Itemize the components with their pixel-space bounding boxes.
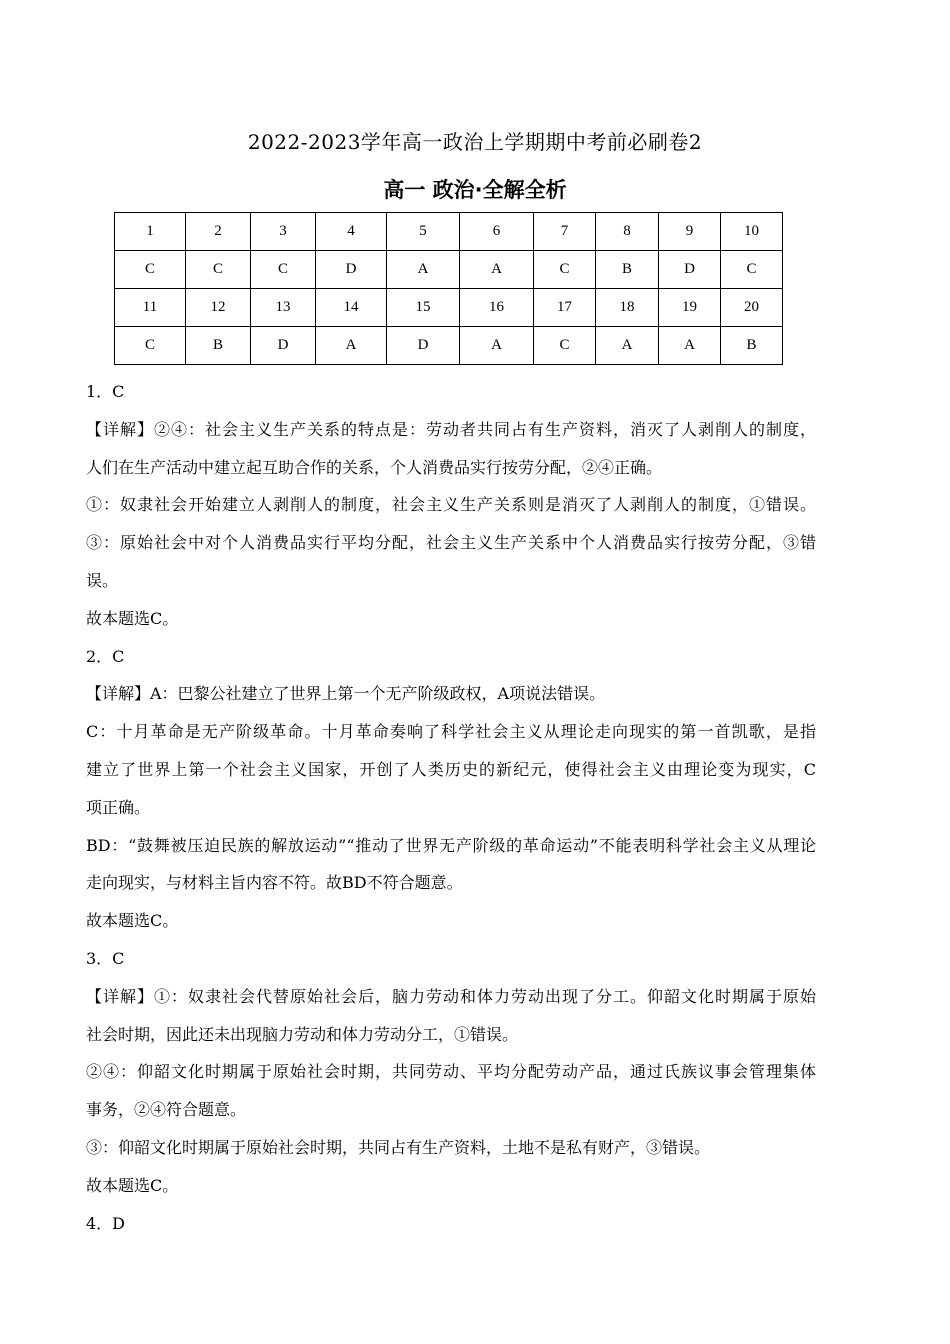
text-line: 建立了世界上第一个社会主义国家，开创了人类历史的新纪元，使得社会主义由理论变为现实，C — [86, 759, 816, 779]
table-cell: 9 — [659, 213, 721, 251]
table-cell: 10 — [721, 213, 783, 251]
answer-table — [114, 212, 783, 365]
answer-heading: 1．C — [86, 382, 125, 401]
table-cell: C — [534, 327, 596, 365]
text-line: ③：仰韶文化时期属于原始社会时期，共同占有生产资料，土地不是私有财产，③错误。 — [86, 1137, 711, 1157]
table-cell: 3 — [251, 213, 316, 251]
table-cell: 18 — [596, 289, 659, 327]
table-cell: 12 — [186, 289, 251, 327]
text-line: 社会时期，因此还未出现脑力劳动和体力劳动分工，①错误。 — [86, 1024, 519, 1044]
table-cell: C — [534, 251, 596, 289]
table-cell: A — [387, 251, 460, 289]
text-line: ②④：仰韶文化时期属于原始社会时期，共同劳动、平均分配劳动产品，通过氏族议事会管理集体 — [86, 1062, 816, 1082]
table-cell: 19 — [659, 289, 721, 327]
table-row — [115, 251, 783, 289]
text-line: 事务，②④符合题意。 — [86, 1100, 247, 1120]
text-line: C：十月革命是无产阶级革命。十月革命奏响了科学社会主义从理论走向现实的第一首凯歌，是指 — [86, 722, 816, 742]
table-cell: 17 — [534, 289, 596, 327]
document-subtitle: 高一 政治·全解全析 — [383, 178, 567, 202]
text-line: 误。 — [86, 570, 119, 590]
table-cell: C — [115, 251, 186, 289]
table-cell: A — [596, 327, 659, 365]
table-cell: C — [115, 327, 186, 365]
text-line: 【详解】①：奴隶社会代替原始社会后，脑力劳动和体力劳动出现了分工。仰韶文化时期属于原始 — [86, 986, 816, 1006]
table-cell: D — [316, 251, 387, 289]
text-line: 故本题选C。 — [86, 1175, 179, 1195]
table-cell: 2 — [186, 213, 251, 251]
table-cell: 4 — [316, 213, 387, 251]
table-cell: 1 — [115, 213, 186, 251]
table-cell: D — [251, 327, 316, 365]
table-cell: 15 — [387, 289, 460, 327]
table-cell: A — [659, 327, 721, 365]
table-cell: A — [460, 327, 534, 365]
table-cell: 16 — [460, 289, 534, 327]
text-line: ③：原始社会中对个人消费品实行平均分配，社会主义生产关系中个人消费品实行按劳分配，③错 — [86, 533, 816, 553]
text-line: 【详解】②④：社会主义生产关系的特点是：劳动者共同占有生产资料，消灭了人剥削人的制度， — [86, 419, 816, 439]
answer-heading: 3．C — [86, 948, 125, 968]
table-cell: 6 — [460, 213, 534, 251]
table-cell: 11 — [115, 289, 186, 327]
table-cell: B — [186, 327, 251, 365]
table-row — [115, 213, 783, 251]
text-line: 故本题选C。 — [86, 911, 179, 931]
table-cell: 14 — [316, 289, 387, 327]
table-cell: 8 — [596, 213, 659, 251]
table-cell: B — [596, 251, 659, 289]
explanation-body — [86, 373, 816, 1242]
answer-heading: 4．D — [86, 1213, 126, 1233]
answer-heading: 2．C — [86, 646, 125, 666]
table-cell: D — [659, 251, 721, 289]
text-line: 项正确。 — [86, 797, 151, 817]
text-line: ①：奴隶社会开始建立人剥削人的制度，社会主义生产关系则是消灭了人剥削人的制度，①错误。 — [86, 495, 816, 515]
table-cell: C — [251, 251, 316, 289]
table-cell: C — [186, 251, 251, 289]
table-cell: 20 — [721, 289, 783, 327]
table-cell: B — [721, 327, 783, 365]
table-cell: C — [721, 251, 783, 289]
text-line: BD：“鼓舞被压迫民族的解放运动”“推动了世界无产阶级的革命运动”不能表明科学社会主义从理论 — [86, 835, 816, 855]
table-row — [115, 289, 783, 327]
text-line: 人们在生产活动中建立起互助合作的关系，个人消费品实行按劳分配，②④正确。 — [86, 457, 663, 477]
table-cell: A — [460, 251, 534, 289]
text-line: 【详解】A：巴黎公社建立了世界上第一个无产阶级政权，A项说法错误。 — [86, 684, 606, 704]
table-row — [115, 327, 783, 365]
table-cell: D — [387, 327, 460, 365]
table-cell: 5 — [387, 213, 460, 251]
table-cell: 7 — [534, 213, 596, 251]
document-title: 2022-2023学年高一政治上学期期中考前必刷卷2 — [247, 130, 703, 154]
table-cell: 13 — [251, 289, 316, 327]
text-line: 走向现实，与材料主旨内容不符。故BD不符合题意。 — [86, 873, 463, 893]
text-line: 故本题选C。 — [86, 608, 179, 628]
table-cell: A — [316, 327, 387, 365]
